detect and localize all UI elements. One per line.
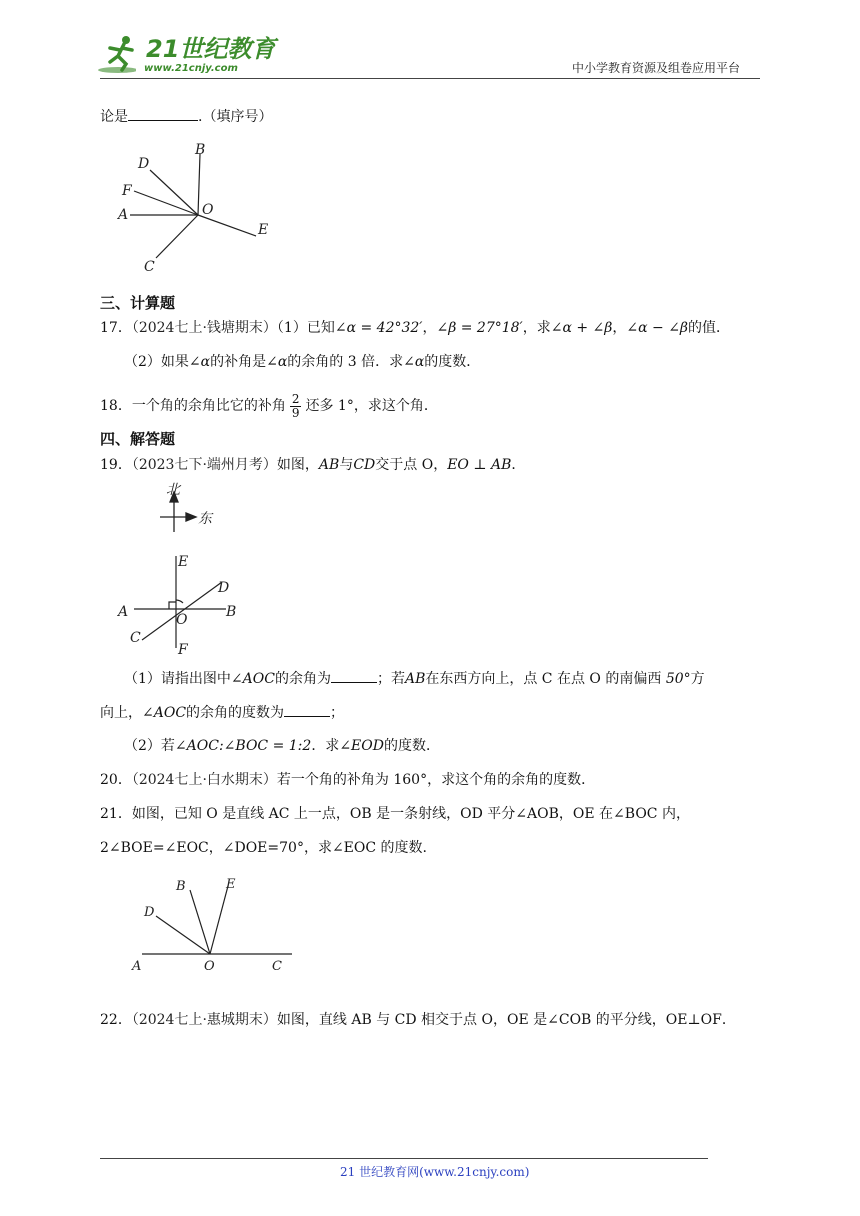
label-b: B	[195, 142, 206, 158]
question-19-stem: 19．（2023七下·端州月考）如图，AB与CD交于点 O，EO ⊥ AB．	[100, 457, 526, 473]
figure-q21	[122, 874, 302, 978]
figure-rays-o	[110, 140, 280, 278]
label-o: O	[204, 959, 215, 974]
question-19-part2: （2）若∠AOC:∠BOC = 1:2．求∠EOD的度数．	[124, 738, 440, 754]
question-19-part1-line2: 向上，∠AOC的余角的度数为 ；	[100, 702, 344, 723]
section-4-title: 四、解答题	[100, 430, 176, 448]
fraction-2-9: $\frac{2}{9}$	[291, 391, 300, 420]
answer-blank-1[interactable]	[331, 668, 377, 683]
label-b: B	[226, 604, 237, 620]
label-a: A	[132, 959, 142, 974]
label-d: D	[138, 156, 150, 172]
compass-north: 北	[166, 482, 180, 498]
question-20: 20．（2024七上·白水期末）若一个角的补角为 160°，求这个角的余角的度数．	[100, 772, 596, 788]
label-o: O	[202, 202, 214, 218]
label-f: F	[122, 183, 132, 199]
question-18: 18．一个角的余角比它的补角 $\frac{2}{9}$ 还多 1°，求这个角．	[100, 391, 438, 420]
figure-q19	[112, 548, 252, 658]
logo-title: 21世纪教育	[146, 35, 276, 63]
label-f: F	[178, 642, 188, 658]
label-a: A	[118, 207, 129, 223]
label-c: C	[130, 630, 141, 646]
label-c: C	[144, 259, 155, 275]
footer-rule	[100, 1158, 708, 1159]
logo-url: www.21cnjy.com	[144, 63, 238, 74]
question-21-line2: 2∠BOE=∠EOC，∠DOE=70°，求∠EOC 的度数.	[100, 840, 427, 856]
compass-east: 东	[198, 511, 212, 527]
answer-blank[interactable]	[128, 106, 198, 121]
footer-link[interactable]: 21 世纪教育网(www.21cnjy.com)	[340, 1165, 530, 1179]
question-17-line1: 17．（2024七上·钱塘期末）（1）已知∠α = 42°32′，∠β = 27°18′，求∠α + ∠β，∠α − ∠β的值．	[100, 320, 731, 336]
label-d: D	[144, 905, 155, 920]
answer-blank-2[interactable]	[284, 702, 330, 717]
compass-icon	[150, 480, 230, 536]
header-rule	[100, 78, 760, 79]
continuation-line: 论是 .（填序号）	[100, 106, 272, 127]
question-19-part1-line1: （1）请指出图中∠AOC的余角为 ；若AB在东西方向上，点 C 在点 O 的南偏西 50°方	[124, 668, 705, 689]
header-platform-text: 中小学教育资源及组卷应用平台	[572, 61, 741, 75]
label-e: E	[258, 222, 269, 238]
question-21-line1: 21．如图，已知 O 是直线 AC 上一点，OB 是一条射线，OD 平分∠AOB，OE 在∠BOC 内，	[100, 806, 690, 822]
question-17-line2: （2）如果∠α的补角是∠α的余角的 3 倍．求∠α的度数．	[124, 354, 481, 370]
question-22: 22．（2024七上·惠城期末）如图，直线 AB 与 CD 相交于点 O，OE 是∠COB 的平分线，OE⊥OF．	[100, 1012, 736, 1028]
label-d: D	[218, 580, 230, 596]
label-o: O	[176, 612, 188, 628]
label-c: C	[272, 959, 282, 974]
label-e: E	[178, 554, 189, 570]
section-3-title: 三、计算题	[100, 294, 176, 312]
label-b: B	[176, 879, 186, 894]
label-a: A	[118, 604, 129, 620]
label-e: E	[226, 877, 236, 892]
